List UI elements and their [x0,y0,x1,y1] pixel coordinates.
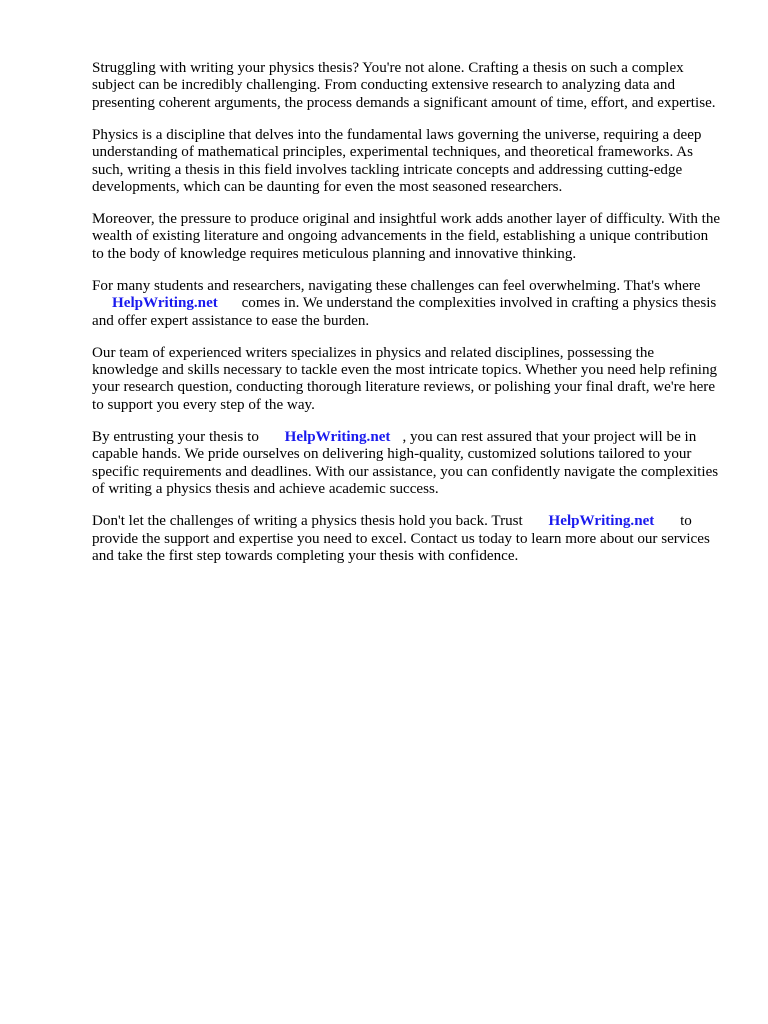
paragraph-text-after: , you can rest assured that your project will be in capable hands. We pride ourselves on delivering high-quality, customized solutions tailored to your specific requirements and deadlines. With our assistance, you can confidently navigate the complexities of writing a physics thesis and achieve academic success. [92,428,719,498]
paragraph-text: Physics is a discipline that delves into the fundamental laws governing the universe, requiring a deep understanding of mathematical principles, experimental techniques, and theoretical frameworks. As such, writing a thesis in this field involves tackling intricate concepts and addressing cutting-edge developments, which can be daunting for even the most seasoned researchers. [92,126,702,196]
paragraph-text-before: For many students and researchers, navigating these challenges can feel overwhelming. That's where [92,277,701,294]
paragraph-challenges [92,278,722,330]
helpwriting-link[interactable]: HelpWriting.net [112,295,218,312]
paragraph-team [92,345,722,415]
paragraph-closing [92,513,722,565]
paragraph-text: Struggling with writing your physics thesis? You're not alone. Crafting a thesis on such a complex subject can be incredibly challenging. From conducting extensive research to analyzing data and presenting coherent arguments, the process demands a significant amount of time, effort, and expertise. [92,60,716,111]
paragraph-text-after: comes in. We understand the complexities involved in crafting a physics thesis and offer expert assistance to ease the burden. [92,295,717,329]
document-body [92,60,722,580]
paragraph-text: Moreover, the pressure to produce original and insightful work adds another layer of difficulty. With the wealth of existing literature and ongoing advancements in the field, establishing a unique contribution to the body of knowledge requires meticulous planning and innovative thinking. [92,211,721,262]
paragraph-intro [92,60,722,112]
paragraph-entrusting [92,429,722,499]
paragraph-text-before: By entrusting your thesis to [92,428,259,445]
paragraph-physics-discipline [92,127,722,197]
paragraph-text-before: Don't let the challenges of writing a physics thesis hold you back. Trust [92,513,523,530]
paragraph-pressure [92,211,722,263]
paragraph-text: Our team of experienced writers specializes in physics and related disciplines, possessing the knowledge and skills necessary to tackle even the most intricate topics. Whether you need help refining your research question, conducting thorough literature reviews, or polishing your final draft, we're here to support you every step of the way. [92,344,718,413]
paragraph-text-after: to provide the support and expertise you need to excel. Contact us today to learn more about our services and take the first step towards completing your thesis with confidence. [92,513,710,564]
helpwriting-link[interactable]: HelpWriting.net [548,513,655,530]
helpwriting-link[interactable]: HelpWriting.net [284,428,391,445]
